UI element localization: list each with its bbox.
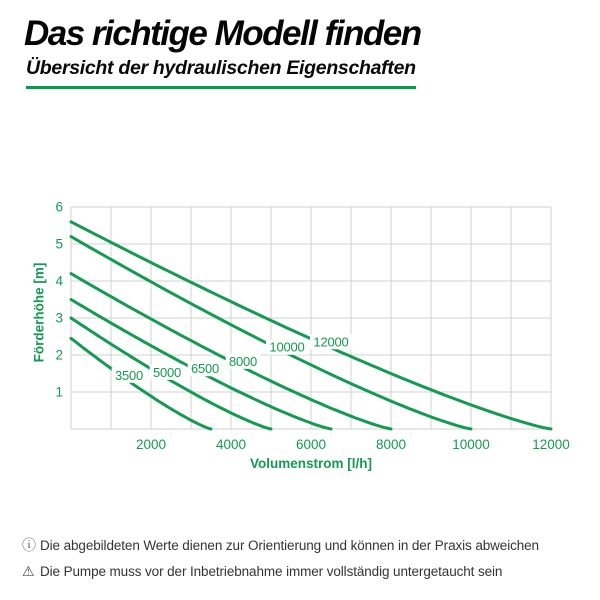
x-tick-2000: 2000 bbox=[135, 437, 167, 452]
curve-label-6500: 6500 bbox=[190, 361, 220, 377]
footnote-text: Die abgebildeten Werte dienen zur Orientierung und können in der Praxis abweichen bbox=[40, 538, 539, 553]
pump-curve-3500 bbox=[71, 338, 211, 429]
y-tick-5: 5 bbox=[55, 236, 63, 252]
x-axis-title: Volumenstrom [l/h] bbox=[249, 456, 372, 471]
y-axis-title: Förderhöhe [m] bbox=[31, 262, 47, 363]
y-tick-2: 2 bbox=[55, 347, 63, 363]
info-icon: ⓘ bbox=[22, 537, 36, 553]
curve-label-5000: 5000 bbox=[152, 364, 182, 380]
y-tick-6: 6 bbox=[55, 199, 63, 215]
page-subtitle: Übersicht der hydraulischen Eigenschaften bbox=[26, 57, 416, 89]
curve-label-3500: 3500 bbox=[114, 367, 144, 383]
pump-performance-chart bbox=[0, 175, 600, 485]
y-tick-4: 4 bbox=[55, 273, 63, 289]
footnote-submersion bbox=[22, 563, 582, 580]
curve-label-10000: 10000 bbox=[269, 339, 305, 355]
x-tick-12000: 12000 bbox=[532, 437, 570, 452]
curve-label-8000: 8000 bbox=[228, 353, 258, 369]
x-tick-4000: 4000 bbox=[215, 437, 247, 452]
x-tick-6000: 6000 bbox=[295, 437, 327, 452]
page-title: Das richtige Modell finden bbox=[24, 14, 421, 53]
y-tick-3: 3 bbox=[55, 310, 63, 326]
curve-label-12000: 12000 bbox=[313, 334, 349, 350]
y-tick-1: 1 bbox=[55, 384, 63, 400]
warning-icon: ⚠ bbox=[22, 563, 35, 579]
footnote-orientation bbox=[22, 537, 582, 554]
footnotes bbox=[22, 537, 582, 589]
x-tick-8000: 8000 bbox=[375, 437, 407, 452]
x-tick-10000: 10000 bbox=[452, 437, 490, 452]
footnote-text: Die Pumpe muss vor der Inbetriebnahme immer vollständig untergetaucht sein bbox=[40, 564, 503, 579]
